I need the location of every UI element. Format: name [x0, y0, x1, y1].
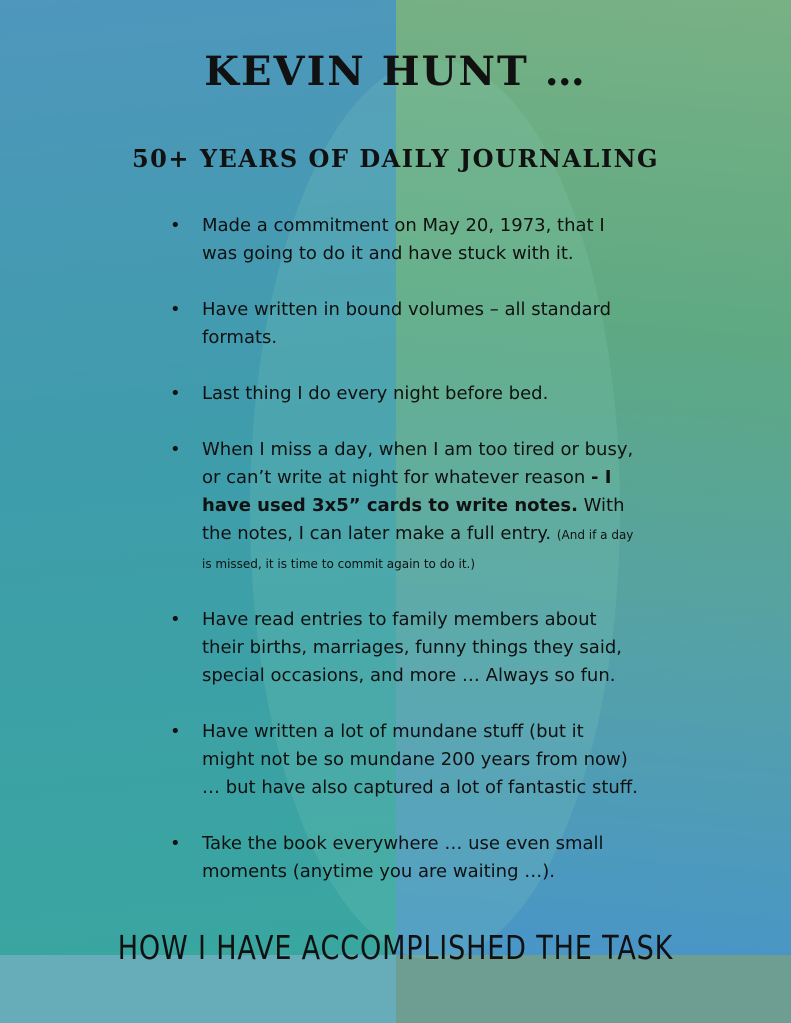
bullet-item — [168, 718, 638, 802]
bullet-dot: • — [170, 833, 181, 854]
bullet-text-continued: With the notes, I can later make a full entry. — [202, 495, 625, 544]
bullet-small-note: (And if a day is missed, it is time to commit again to do it.) — [202, 528, 634, 571]
bullet-item — [168, 296, 638, 352]
bullet-text: Have read entries to family members about their births, marriages, funny things they said, special occasions, and more … Always so fun. — [202, 609, 622, 686]
bullet-item — [168, 606, 638, 690]
bullet-item — [168, 380, 638, 408]
bullet-dot: • — [170, 721, 181, 742]
bullet-text: Made a commitment on May 20, 1973, that I was going to do it and have stuck with it. — [202, 215, 605, 264]
bullet-item — [168, 830, 638, 886]
bullet-dot: • — [170, 215, 181, 236]
bullet-item — [168, 212, 638, 268]
bullet-bold-text: - I have used 3x5” cards to write notes. — [202, 467, 612, 516]
page-title: KEVIN HUNT … — [204, 48, 587, 95]
bullet-text: Last thing I do every night before bed. — [202, 383, 549, 404]
bullet-list — [168, 212, 638, 914]
bullet-text: Have written a lot of mundane stuff (but it might not be so mundane 200 years from now) … but have also captured a lot of fantastic stuff. — [202, 721, 638, 798]
bullet-text: Take the book everywhere … use even small moments (anytime you are waiting …). — [202, 833, 604, 882]
bullet-dot: • — [170, 609, 181, 630]
bullet-dot: • — [170, 299, 181, 320]
bullet-text: When I miss a day, when I am too tired or busy, or can’t write at night for whatever reason — [202, 439, 634, 488]
footer-heading: HOW I HAVE ACCOMPLISHED THE TASK — [117, 928, 674, 967]
page-subtitle: 50+ YEARS OF DAILY JOURNALING — [131, 144, 660, 173]
bullet-dot: • — [170, 383, 181, 404]
bullet-item — [168, 436, 638, 578]
bullet-dot: • — [170, 439, 181, 460]
bullet-text: Have written in bound volumes – all standard formats. — [202, 299, 612, 348]
